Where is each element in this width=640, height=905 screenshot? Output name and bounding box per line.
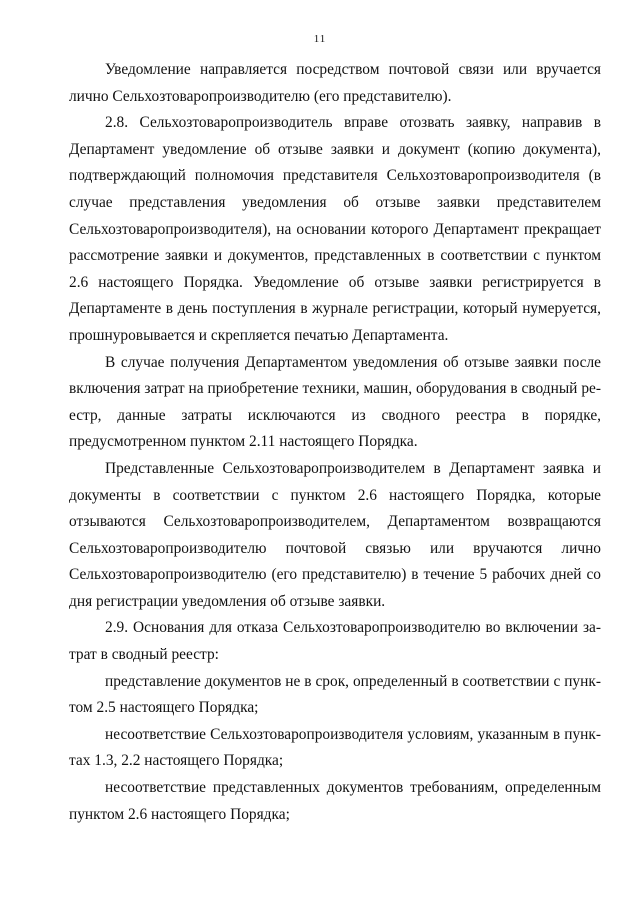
document-body [69,57,601,828]
paragraph-documents-return: Представленные Сельхозтоваропроизводителем в Департамент заявка и документы в соответствии с пунктом 2.6 настоящего Порядка, которые отзываются Сельхозтоваропроизводителем, Департаментом возвращаются Сельхозтоваропроизводителю почтовой связью или вручаются лично Сельхозтоваропроизводителю (его представителю) в течение 5 рабочих дней со дня регистрации уведомления об отзыве заявки. [69,459,601,610]
paragraph-refusal-late-submission: представление документов не в срок, определенный в соответствии с пунктом 2.5 настоящего Порядка; [69,672,601,717]
page-number: 11 [313,33,327,45]
paragraph-refusal-documents-mismatch: несоответствие представленных документов требованиям, определенным пунктом 2.6 настоящего Порядка; [69,779,601,823]
paragraph-refusal-conditions-mismatch: несоответствие Сельхозтоваропроизводителя условиям, указанным в пунктах 1.3, 2.2 настоящего Порядка; [69,725,601,770]
paragraph-2-8-withdrawal: 2.8. Сельхозтоваропроизводитель вправе отозвать заявку, направив в Департамент уведомление об отзыве заявки и документ (копию документа), подтверждающий полномочия представителя Сельхозтоваропроизводителя (в случае представления уведомления об отзыве заявки представителем Сельхозтоваропроизводителя), на основании которого Департамент прекращает рассмотрение заявки и документов, представленных в соответствии с пунктом 2.6 настоящего Порядка. Уведомление об отзыве заявки регистрируется в Департаменте в день поступления в журнале регистрации, который нумеруется, прошнуровывается и скрепляется печатью Департамента. [69,114,601,344]
paragraph-withdrawal-after-registry: В случае получения Департаментом уведомления об отзыве заявки после включения затрат на приобретение техники, машин, оборудования в сводный реестр, данные затраты исключаются из сводного реестра в порядке, предусмотренном пунктом 2.11 настоящего Порядка. [69,353,601,451]
paragraph-2-9-refusal-grounds: 2.9. Основания для отказа Сельхозтоваропроизводителю во включении затрат в сводный реестр: [69,619,601,664]
paragraph-notification-delivery: Уведомление направляется посредством почтовой связи или вручается лично Сельхозтоваропроизводителю (его представителю). [69,61,601,105]
